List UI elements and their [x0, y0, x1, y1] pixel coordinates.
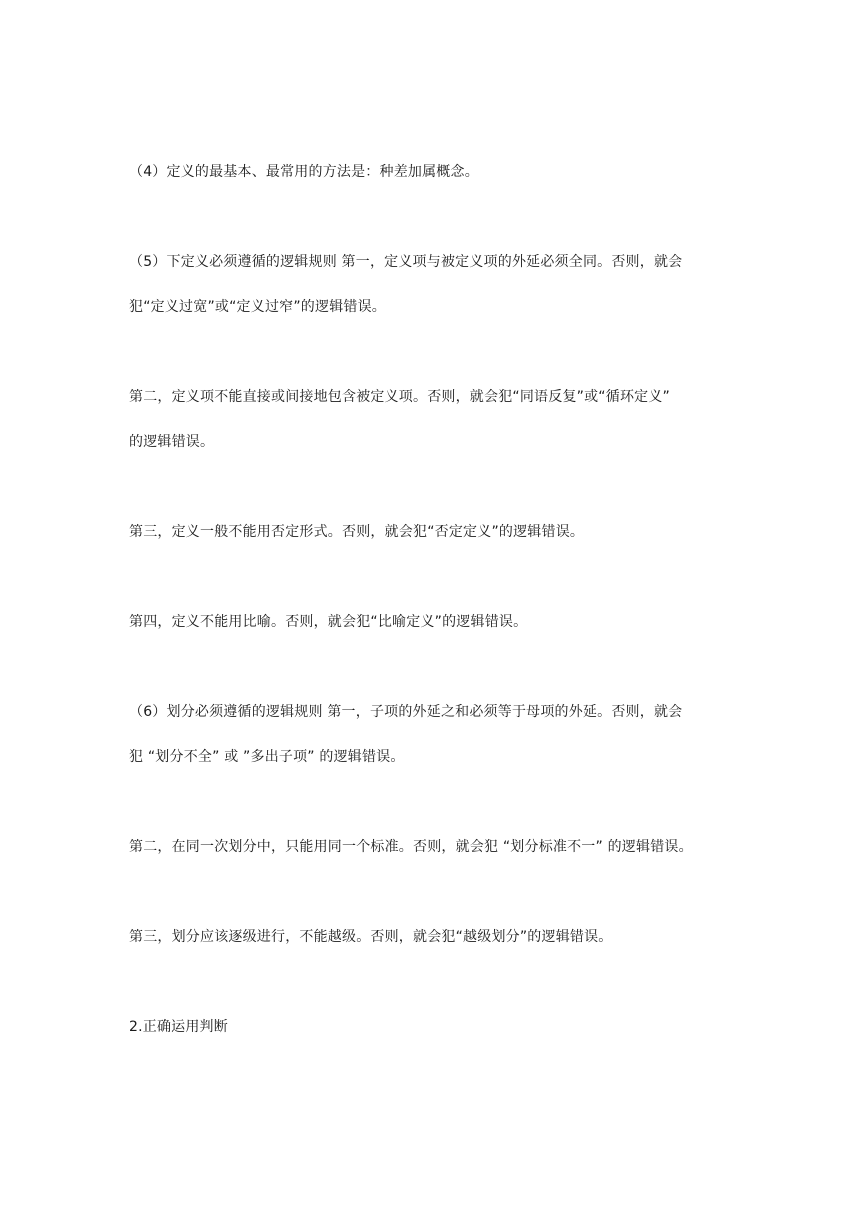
paragraph-division-rules-line-2: 犯 “划分不全” 或 ”多出子项” 的逻辑错误。 — [129, 749, 405, 765]
paragraph-division-rules-line-1: （6）划分必须遵循的逻辑规则 第一，子项的外延之和必须等于母项的外延。否则，就会 — [129, 704, 683, 720]
paragraph-rule-four: 第四，定义不能用比喻。否则，就会犯“比喻定义”的逻辑错误。 — [129, 614, 528, 630]
paragraph-division-rule-three: 第三，划分应该逐级进行，不能越级。否则，就会犯“越级划分”的逻辑错误。 — [129, 929, 613, 945]
paragraph-division-rule-two: 第二，在同一次划分中，只能用同一个标准。否则，就会犯 “划分标准不一” 的逻辑错误。 — [129, 839, 693, 855]
section-heading-judgment: 2.正确运用判断 — [129, 1019, 228, 1035]
paragraph-rule-two-line-2: 的逻辑错误。 — [129, 434, 215, 450]
paragraph-definition-method: （4）定义的最基本、最常用的方法是：种差加属概念。 — [129, 164, 479, 180]
paragraph-definition-rules-line-1: （5）下定义必须遵循的逻辑规则 第一，定义项与被定义项的外延必须全同。否则，就会 — [129, 254, 683, 270]
paragraph-definition-rules-line-2: 犯“定义过宽”或“定义过窄”的逻辑错误。 — [129, 299, 387, 315]
paragraph-rule-three: 第三，定义一般不能用否定形式。否则，就会犯“否定定义”的逻辑错误。 — [129, 524, 585, 540]
paragraph-rule-two-line-1: 第二，定义项不能直接或间接地包含被定义项。否则，就会犯“同语反复”或“循环定义” — [129, 389, 671, 405]
